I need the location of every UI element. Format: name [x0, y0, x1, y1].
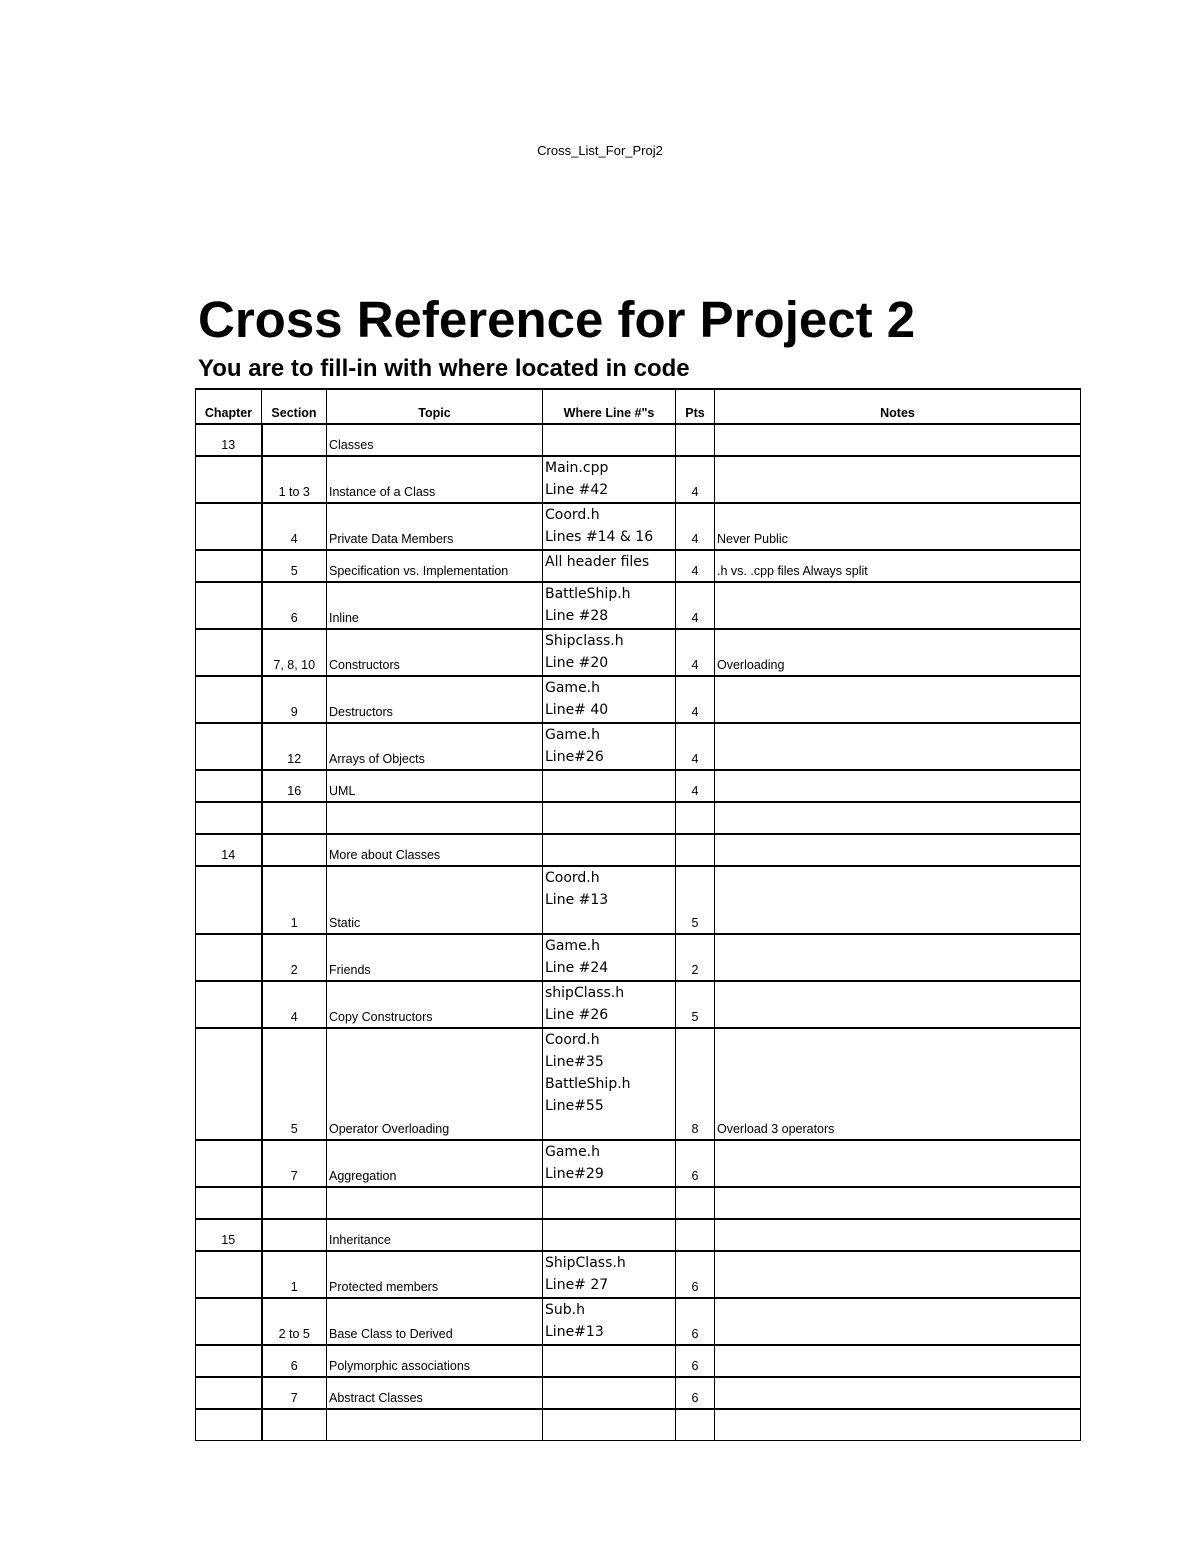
topic-cell: Classes: [327, 424, 543, 456]
pts-cell: 4: [676, 770, 715, 802]
table-row: [196, 1377, 1081, 1409]
notes-cell: [715, 456, 1081, 503]
chapter-cell: [196, 723, 262, 770]
pts-cell: 2: [676, 934, 715, 981]
pts-cell: [676, 834, 715, 866]
page-title: Cross Reference for Project 2: [198, 291, 916, 348]
table-row: [196, 834, 1081, 866]
topic-cell: [327, 1187, 543, 1219]
where-cell: Game.h Line #24: [543, 934, 676, 981]
chapter-cell: 14: [196, 834, 262, 866]
notes-cell: [715, 582, 1081, 629]
chapter-cell: 13: [196, 424, 262, 456]
pts-cell: [676, 1187, 715, 1219]
section-cell: 1 to 3: [262, 456, 327, 503]
table-row: [196, 1345, 1081, 1377]
pts-cell: 6: [676, 1345, 715, 1377]
where-cell: Main.cpp Line #42: [543, 456, 676, 503]
pts-cell: 4: [676, 582, 715, 629]
chapter-cell: [196, 1409, 262, 1441]
where-cell: [543, 424, 676, 456]
table-row: [196, 582, 1081, 629]
column-header-pts: Pts: [676, 389, 715, 424]
table-row: [196, 770, 1081, 802]
column-header-where: Where Line #"s: [543, 389, 676, 424]
topic-cell: Inline: [327, 582, 543, 629]
column-header-section: Section: [262, 389, 327, 424]
table-row: [196, 1219, 1081, 1251]
topic-cell: Aggregation: [327, 1140, 543, 1187]
section-cell: 1: [262, 1251, 327, 1298]
pts-cell: 4: [676, 629, 715, 676]
section-cell: 2 to 5: [262, 1298, 327, 1345]
pts-cell: 5: [676, 981, 715, 1028]
notes-cell: Overload 3 operators: [715, 1028, 1081, 1140]
table-header-row: [196, 389, 1081, 424]
section-cell: [262, 802, 327, 834]
section-cell: 9: [262, 676, 327, 723]
chapter-cell: [196, 1028, 262, 1140]
pts-cell: 6: [676, 1251, 715, 1298]
where-cell: BattleShip.h Line #28: [543, 582, 676, 629]
pts-cell: 4: [676, 723, 715, 770]
table-row: [196, 1187, 1081, 1219]
notes-cell: [715, 981, 1081, 1028]
where-cell: Game.h Line#26: [543, 723, 676, 770]
notes-cell: [715, 834, 1081, 866]
page-subtitle: You are to fill-in with where located in code: [198, 355, 690, 382]
where-cell: [543, 770, 676, 802]
notes-cell: Never Public: [715, 503, 1081, 550]
topic-cell: Friends: [327, 934, 543, 981]
notes-cell: [715, 1187, 1081, 1219]
table-row: [196, 723, 1081, 770]
chapter-cell: [196, 1187, 262, 1219]
chapter-cell: [196, 1377, 262, 1409]
notes-cell: [715, 676, 1081, 723]
pts-cell: 4: [676, 503, 715, 550]
notes-cell: [715, 770, 1081, 802]
notes-cell: [715, 1140, 1081, 1187]
table-row: [196, 1251, 1081, 1298]
section-cell: 4: [262, 503, 327, 550]
notes-cell: [715, 1377, 1081, 1409]
pts-cell: [676, 1219, 715, 1251]
notes-cell: [715, 1345, 1081, 1377]
pts-cell: 5: [676, 866, 715, 934]
notes-cell: [715, 1409, 1081, 1441]
chapter-cell: [196, 582, 262, 629]
pts-cell: [676, 424, 715, 456]
chapter-cell: [196, 456, 262, 503]
section-cell: 6: [262, 582, 327, 629]
section-cell: [262, 1187, 327, 1219]
section-cell: 12: [262, 723, 327, 770]
topic-cell: UML: [327, 770, 543, 802]
where-cell: Shipclass.h Line #20: [543, 629, 676, 676]
topic-cell: Private Data Members: [327, 503, 543, 550]
where-cell: [543, 834, 676, 866]
table-row: [196, 1409, 1081, 1441]
where-cell: Coord.h Line#35 BattleShip.h Line#55: [543, 1028, 676, 1140]
chapter-cell: [196, 934, 262, 981]
table-row: [196, 1028, 1081, 1140]
where-cell: shipClass.h Line #26: [543, 981, 676, 1028]
where-cell: [543, 1345, 676, 1377]
chapter-cell: [196, 1251, 262, 1298]
where-cell: All header files: [543, 550, 676, 582]
section-cell: [262, 424, 327, 456]
topic-cell: Abstract Classes: [327, 1377, 543, 1409]
chapter-cell: 15: [196, 1219, 262, 1251]
where-cell: [543, 1187, 676, 1219]
notes-cell: [715, 1219, 1081, 1251]
section-cell: 2: [262, 934, 327, 981]
section-cell: 5: [262, 550, 327, 582]
where-cell: ShipClass.h Line# 27: [543, 1251, 676, 1298]
topic-cell: Base Class to Derived: [327, 1298, 543, 1345]
where-cell: Coord.h Line #13: [543, 866, 676, 934]
table-row: [196, 1298, 1081, 1345]
table-row: [196, 550, 1081, 582]
pts-cell: 4: [676, 550, 715, 582]
notes-cell: [715, 1298, 1081, 1345]
cross-reference-table: [195, 388, 1081, 1441]
chapter-cell: [196, 981, 262, 1028]
table-row: [196, 503, 1081, 550]
section-cell: 6: [262, 1345, 327, 1377]
notes-cell: [715, 802, 1081, 834]
table-row: [196, 866, 1081, 934]
where-cell: [543, 1409, 676, 1441]
topic-cell: Operator Overloading: [327, 1028, 543, 1140]
topic-cell: More about Classes: [327, 834, 543, 866]
pts-cell: 4: [676, 676, 715, 723]
where-cell: Game.h Line# 40: [543, 676, 676, 723]
pts-cell: 6: [676, 1140, 715, 1187]
where-cell: [543, 1377, 676, 1409]
section-cell: 1: [262, 866, 327, 934]
chapter-cell: [196, 676, 262, 723]
section-cell: [262, 1219, 327, 1251]
table-row: [196, 1140, 1081, 1187]
topic-cell: Copy Constructors: [327, 981, 543, 1028]
chapter-cell: [196, 550, 262, 582]
chapter-cell: [196, 770, 262, 802]
where-cell: Coord.h Lines #14 & 16: [543, 503, 676, 550]
notes-cell: [715, 866, 1081, 934]
topic-cell: [327, 802, 543, 834]
pts-cell: 6: [676, 1298, 715, 1345]
column-header-chapter: Chapter: [196, 389, 262, 424]
table-row: [196, 456, 1081, 503]
topic-cell: Instance of a Class: [327, 456, 543, 503]
notes-cell: .h vs. .cpp files Always split: [715, 550, 1081, 582]
column-header-notes: Notes: [715, 389, 1081, 424]
notes-cell: [715, 424, 1081, 456]
topic-cell: Arrays of Objects: [327, 723, 543, 770]
where-cell: [543, 802, 676, 834]
chapter-cell: [196, 503, 262, 550]
table-row: [196, 802, 1081, 834]
table-row: [196, 676, 1081, 723]
notes-cell: [715, 1251, 1081, 1298]
section-cell: 7: [262, 1140, 327, 1187]
section-cell: 7: [262, 1377, 327, 1409]
column-header-topic: Topic: [327, 389, 543, 424]
where-cell: Sub.h Line#13: [543, 1298, 676, 1345]
pts-cell: 6: [676, 1377, 715, 1409]
chapter-cell: [196, 866, 262, 934]
pts-cell: [676, 802, 715, 834]
pts-cell: 4: [676, 456, 715, 503]
topic-cell: Specification vs. Implementation: [327, 550, 543, 582]
table-row: [196, 981, 1081, 1028]
topic-cell: Polymorphic associations: [327, 1345, 543, 1377]
topic-cell: Constructors: [327, 629, 543, 676]
topic-cell: [327, 1409, 543, 1441]
pts-cell: 8: [676, 1028, 715, 1140]
notes-cell: [715, 723, 1081, 770]
notes-cell: [715, 934, 1081, 981]
topic-cell: Inheritance: [327, 1219, 543, 1251]
topic-cell: Static: [327, 866, 543, 934]
section-cell: [262, 834, 327, 866]
table-row: [196, 934, 1081, 981]
notes-cell: Overloading: [715, 629, 1081, 676]
chapter-cell: [196, 1298, 262, 1345]
section-cell: [262, 1409, 327, 1441]
where-cell: [543, 1219, 676, 1251]
topic-cell: Destructors: [327, 676, 543, 723]
topic-cell: Protected members: [327, 1251, 543, 1298]
table-row: [196, 629, 1081, 676]
page-header-label: Cross_List_For_Proj2: [537, 143, 663, 158]
chapter-cell: [196, 1345, 262, 1377]
chapter-cell: [196, 629, 262, 676]
section-cell: 16: [262, 770, 327, 802]
chapter-cell: [196, 802, 262, 834]
section-cell: 5: [262, 1028, 327, 1140]
pts-cell: [676, 1409, 715, 1441]
chapter-cell: [196, 1140, 262, 1187]
section-cell: 7, 8, 10: [262, 629, 327, 676]
where-cell: Game.h Line#29: [543, 1140, 676, 1187]
section-cell: 4: [262, 981, 327, 1028]
table-row: [196, 424, 1081, 456]
